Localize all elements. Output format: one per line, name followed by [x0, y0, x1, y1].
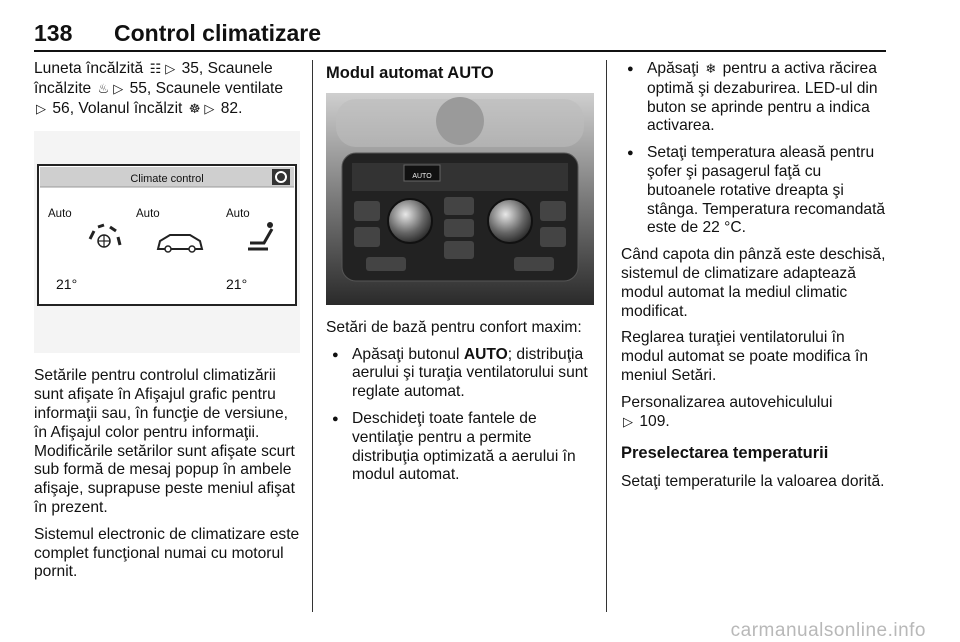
list-item: ● Setaţi temperatura aleasă pentru şofer şi pasagerul faţă cu butoanele rotative dreapta şi stânga. Temperatura recomandată este de 22 °C.: [621, 144, 887, 238]
column-divider: [312, 60, 313, 612]
rear-window-heat-icon: ☷: [149, 62, 162, 77]
paragraph: Personalizarea autovehiculului ▷ 109.: [621, 393, 833, 430]
paragraph: Când capota din pânză este deschisă, sistemul de climatizare adaptează modul automat la mediul climatic modificat.: [621, 246, 886, 320]
seat-heat-icon: ♨: [97, 81, 110, 97]
page-header: [34, 10, 886, 52]
section-heading: Preselectarea temperaturii: [621, 444, 829, 463]
paragraph: Setările pentru controlul climatizării sunt afişate în Afişajul grafic pentru informaţii sau, în funcţie de versiune, în Afişajul color pentru informaţii. Modificările setărilor sunt afişate scurt sub formă de mesaj popup în ambele afişaje, suprapuse peste meniul afişat în prezent.: [34, 367, 295, 516]
paragraph: Sistemul electronic de climatizare este complet funcţional numai cu motorul pornit.: [34, 525, 300, 581]
intro-paragraph: Luneta încălzită ☷ ▷ 35, Scaunele încălzite ♨ ▷ 55, Scaunele ventilate ▷ 56, Volanul încălzit ☸ ▷ 82.: [34, 60, 284, 117]
column-1: [34, 60, 300, 590]
page-ref-arrow-icon: ▷: [204, 101, 215, 117]
temp-right: 21°: [226, 276, 248, 293]
temp-left: 21°: [56, 276, 78, 293]
auto-label-left: Auto: [48, 208, 72, 221]
list-item: ● Apăsaţi ❄ pentru a activa răcirea optimă şi dezaburirea. LED-ul din buton se aprinde pentru a indica activarea.: [621, 60, 887, 136]
list-item: ● Apăsaţi butonul AUTO; distribuţia aerului şi turaţia ventilatorului sunt reglate automat.: [326, 346, 594, 402]
paragraph: Setări de bază pentru confort maxim:: [326, 318, 582, 336]
steering-wheel-heat-icon: ☸: [188, 101, 201, 117]
footer-watermark: carmanualsonline.info: [730, 620, 926, 641]
page-ref-arrow-icon: ▷: [165, 62, 176, 77]
column-divider: [606, 60, 607, 612]
page-number: 138: [34, 20, 73, 46]
ac-snowflake-icon: ❄: [705, 62, 717, 77]
display-title: Climate control: [130, 173, 204, 186]
auto-button-label: AUTO: [412, 172, 432, 180]
auto-label-right: Auto: [226, 208, 250, 221]
list-item: ● Deschideţi toate fantele de ventilaţie pentru a permite distribuţia optimizată a aerului în modul automat.: [326, 410, 594, 485]
bullet-list: [326, 346, 594, 486]
section-heading: Modul automat AUTO: [326, 64, 494, 82]
column-3: [621, 60, 887, 500]
page-ref-arrow-icon: ▷: [623, 414, 633, 430]
auto-label-mid: Auto: [136, 208, 160, 221]
bullet-list: [621, 60, 887, 238]
climate-panel-photo-figure: [326, 93, 594, 305]
climate-control-display-figure: [34, 131, 300, 353]
page-ref-arrow-icon: ▷: [113, 81, 124, 97]
paragraph: Reglarea turaţiei ventilatorului în modul automat se poate modifica în meniul Setări.: [621, 329, 869, 384]
page-title: Control climatizare: [114, 20, 322, 46]
paragraph: Setaţi temperaturile la valoarea dorită.: [621, 473, 885, 491]
column-2: [326, 60, 594, 493]
page-ref-arrow-icon: ▷: [36, 101, 46, 117]
